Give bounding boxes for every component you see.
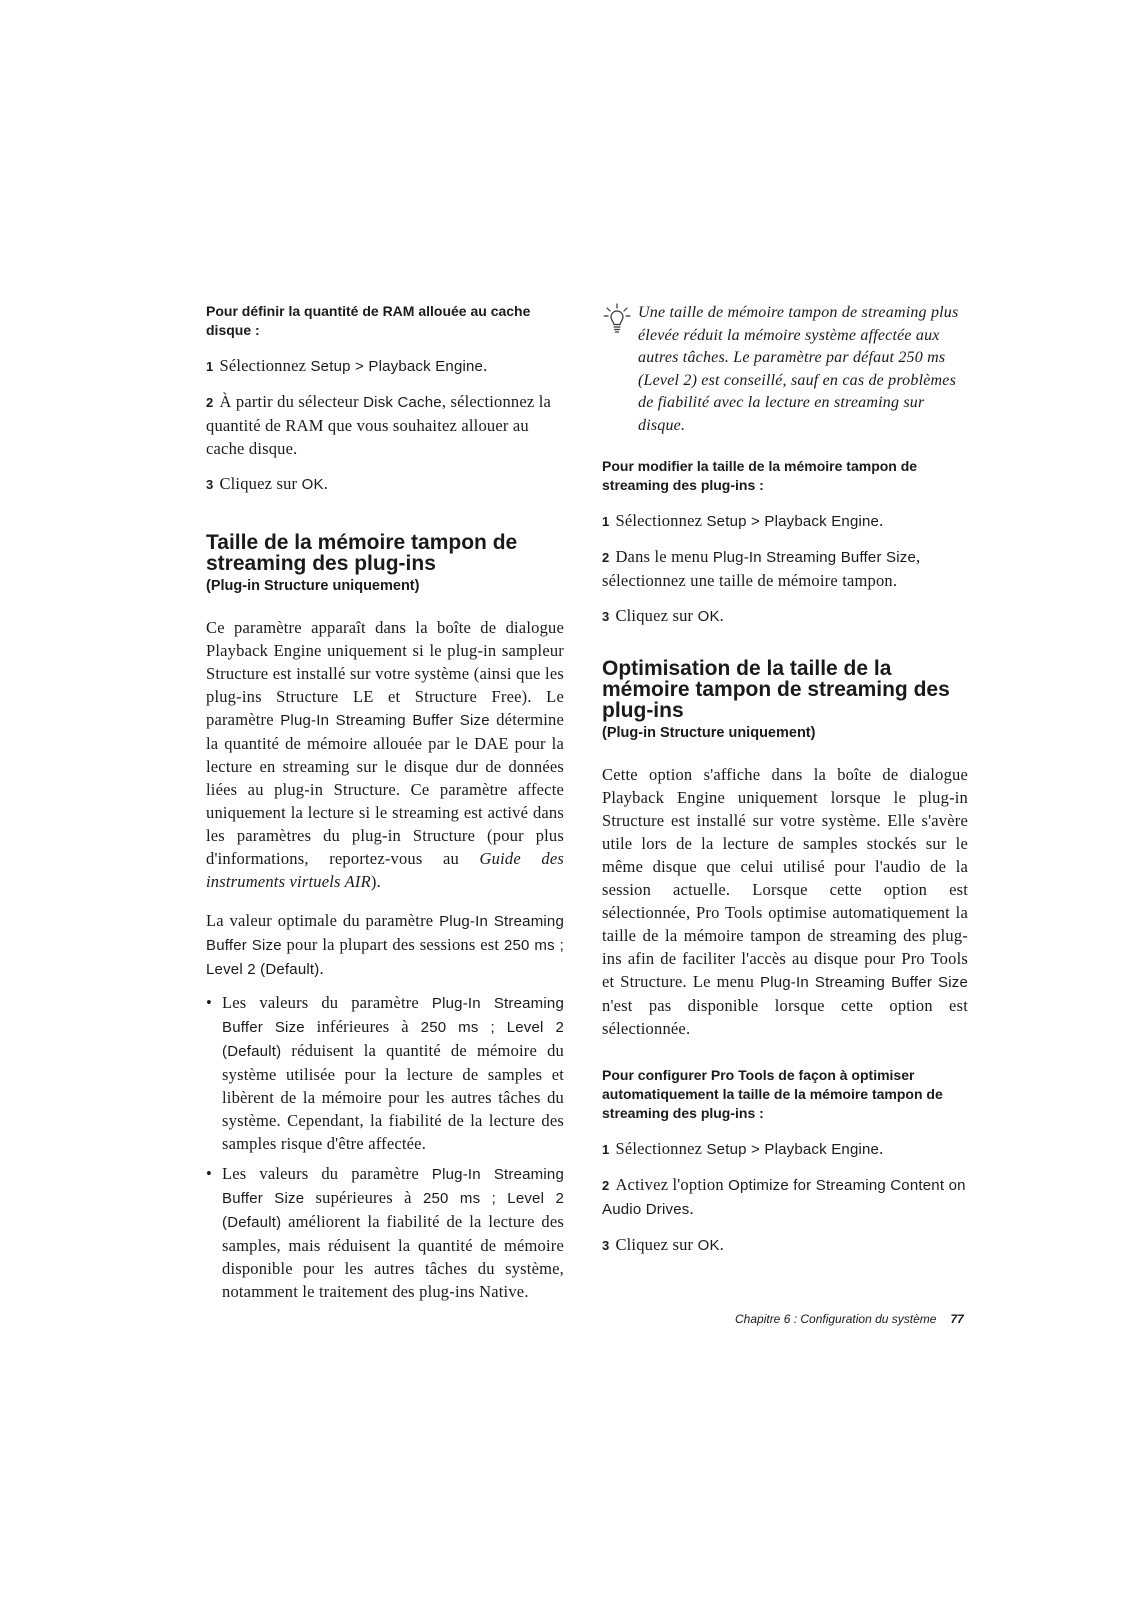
ui-label: Setup > Playback Engine (706, 513, 880, 530)
step-number: 2 (206, 395, 214, 410)
step-text: Sélectionnez (219, 356, 311, 375)
step-number: 1 (206, 359, 214, 374)
ui-label: Plug-In Streaming Buffer Size (712, 549, 917, 566)
step-2 (602, 545, 968, 592)
section-subheading: (Plug-in Structure uniquement) (206, 578, 420, 594)
list-item (206, 991, 564, 1155)
step-text: Cliquez sur (219, 474, 302, 493)
tip-note (602, 302, 968, 437)
step-1 (602, 509, 968, 533)
paragraph (206, 616, 564, 893)
step-3 (602, 1233, 968, 1257)
step-1 (206, 354, 564, 378)
step-text: Dans le menu (615, 547, 713, 566)
procedure-title: Pour configurer Pro Tools de façon à optimiser automatiquement la taille de la mémoire tampon de streaming des plug-ins : (602, 1067, 943, 1121)
step-2 (206, 390, 564, 460)
item-text: Les valeurs du paramètre (222, 1164, 432, 1183)
step-number: 1 (602, 514, 610, 529)
step-text: Activez l'option (615, 1175, 729, 1194)
paragraph-text: . (319, 959, 324, 978)
page-footer (735, 1312, 995, 1326)
step-text: Sélectionnez (615, 1139, 707, 1158)
ui-label: 250 ms ; Level 2 (Default) (206, 937, 565, 978)
bullet-icon: • (206, 993, 212, 1012)
paragraph-text: détermine la quantité de mémoire allouée par le DAE pour la lecture en streaming sur le disque dur de données liées au plug-in Structure. Ce paramètre affecte uniquement la lecture si le streaming est activé dans les paramètres du plug-in Structure (pour plus d'informations, reportez-vous au (206, 710, 564, 868)
step-number: 1 (602, 1142, 610, 1157)
step-3 (206, 472, 564, 496)
step-number: 2 (602, 1178, 610, 1193)
item-text: améliorent la fiabilité de la lecture des samples, mais réduisent la quantité de mémoire disponible pour les autres tâches du système, notamment le traitement des plug-ins Native. (222, 1212, 564, 1301)
paragraph-text: Cette option s'affiche dans la boîte de dialogue Playback Engine uniquement lorsque le plug-in Structure est installé sur votre système. Elle s'avère utile lors de la lecture de samples stockés sur le même disque que celui utilisé pour l'audio de la session actuelle. Lorsque cette option est sélectionnée, Pro Tools optimise automatiquement la taille de la mémoire tampon de streaming des plug-ins afin de faciliter l'accès au disque pour Pro Tools et Structure. Le menu (602, 765, 968, 991)
ui-label: Setup > Playback Engine (706, 1141, 880, 1158)
item-text: supérieures à (304, 1188, 423, 1207)
bullet-list (206, 991, 564, 1303)
ui-label: Setup > Playback Engine (310, 358, 484, 375)
step-3 (602, 604, 968, 628)
ui-label: Plug-In Streaming Buffer Size (222, 1166, 564, 1207)
step-number: 2 (602, 550, 610, 565)
ui-label: Optimize for Streaming Content on Audio Drives (602, 1177, 966, 1218)
chapter-title: Chapitre 6 : Configuration du système (735, 1312, 937, 1326)
step-number: 3 (602, 609, 610, 624)
tip-text: Une taille de mémoire tampon de streaming plus élevée réduit la mémoire système affectée aux autres tâches. Le paramètre par défaut 250 ms (Level 2) est conseillé, sauf en cas de problèmes de fiabilité avec la lecture en streaming sur disque. (638, 304, 959, 434)
item-text: Les valeurs du paramètre (222, 993, 432, 1012)
procedure-title: Pour définir la quantité de RAM allouée au cache disque : (206, 303, 531, 338)
section-heading: Taille de la mémoire tampon de streaming des plug-ins (206, 531, 518, 575)
ui-label: Plug-In Streaming Buffer Size (759, 974, 968, 991)
step-text: . (483, 356, 488, 375)
lightbulb-icon (602, 302, 632, 334)
step-text: . (323, 474, 328, 493)
bullet-icon: • (206, 1164, 212, 1183)
paragraph (602, 763, 968, 1040)
step-text: . (879, 511, 884, 530)
step-number: 3 (602, 1238, 610, 1253)
paragraph-text: pour la plupart des sessions est (281, 935, 504, 954)
ui-label: 250 ms ; Level 2 (Default) (222, 1190, 564, 1231)
step-number: 3 (206, 477, 214, 492)
paragraph-text: ). (370, 872, 381, 891)
step-text: . (719, 1235, 724, 1254)
paragraph (206, 909, 564, 981)
step-text: . (879, 1139, 884, 1158)
step-text: Sélectionnez (615, 511, 707, 530)
paragraph-text: n'est pas disponible lorsque cette option est sélectionnée. (602, 996, 968, 1038)
step-1 (602, 1137, 968, 1161)
ui-label: Plug-In Streaming Buffer Size (206, 913, 565, 954)
item-text: réduisent la quantité de mémoire du système utilisée pour la lecture de samples et libèrent de la mémoire pour les autres tâches du système. Cependant, la fiabilité de la lecture des samples risque d'être affectée. (222, 1041, 564, 1153)
ui-label: Disk Cache (363, 394, 442, 411)
ui-label: 250 ms ; Level 2 (Default) (222, 1019, 565, 1060)
ui-label: OK (301, 476, 324, 493)
right-column (602, 302, 968, 1269)
section-subheading: (Plug-in Structure uniquement) (602, 725, 816, 741)
left-column (206, 302, 564, 1310)
ui-label: Plug-In Streaming Buffer Size (222, 995, 564, 1036)
procedure-title: Pour modifier la taille de la mémoire tampon de streaming des plug-ins : (602, 458, 918, 493)
section-heading: Optimisation de la taille de la mémoire tampon de streaming des plug-ins (602, 657, 950, 722)
step-text: Cliquez sur (615, 1235, 698, 1254)
paragraph-text: La valeur optimale du paramètre (206, 911, 440, 930)
step-text: À partir du sélecteur (219, 392, 364, 411)
guide-reference: Guide des instruments virtuels AIR (206, 849, 564, 891)
paragraph-text: Ce paramètre apparaît dans la boîte de dialogue Playback Engine uniquement si le plug-in sampleur Structure est installé sur votre système (ainsi que les plug-ins Structure LE et Structure Free). Le paramètre (206, 618, 564, 729)
step-2 (602, 1173, 968, 1221)
step-text: . (689, 1199, 694, 1218)
page-number: 77 (950, 1312, 964, 1326)
step-text: , sélectionnez la quantité de RAM que vous souhaitez allouer au cache disque. (206, 392, 552, 458)
step-text: . (719, 606, 724, 625)
step-text: Cliquez sur (615, 606, 698, 625)
list-item (206, 1162, 564, 1303)
step-text: , sélectionnez une taille de mémoire tampon. (602, 547, 921, 590)
ui-label: OK (697, 608, 720, 625)
ui-label: OK (697, 1237, 720, 1254)
item-text: inférieures à (304, 1017, 421, 1036)
ui-label: Plug-In Streaming Buffer Size (280, 712, 490, 729)
